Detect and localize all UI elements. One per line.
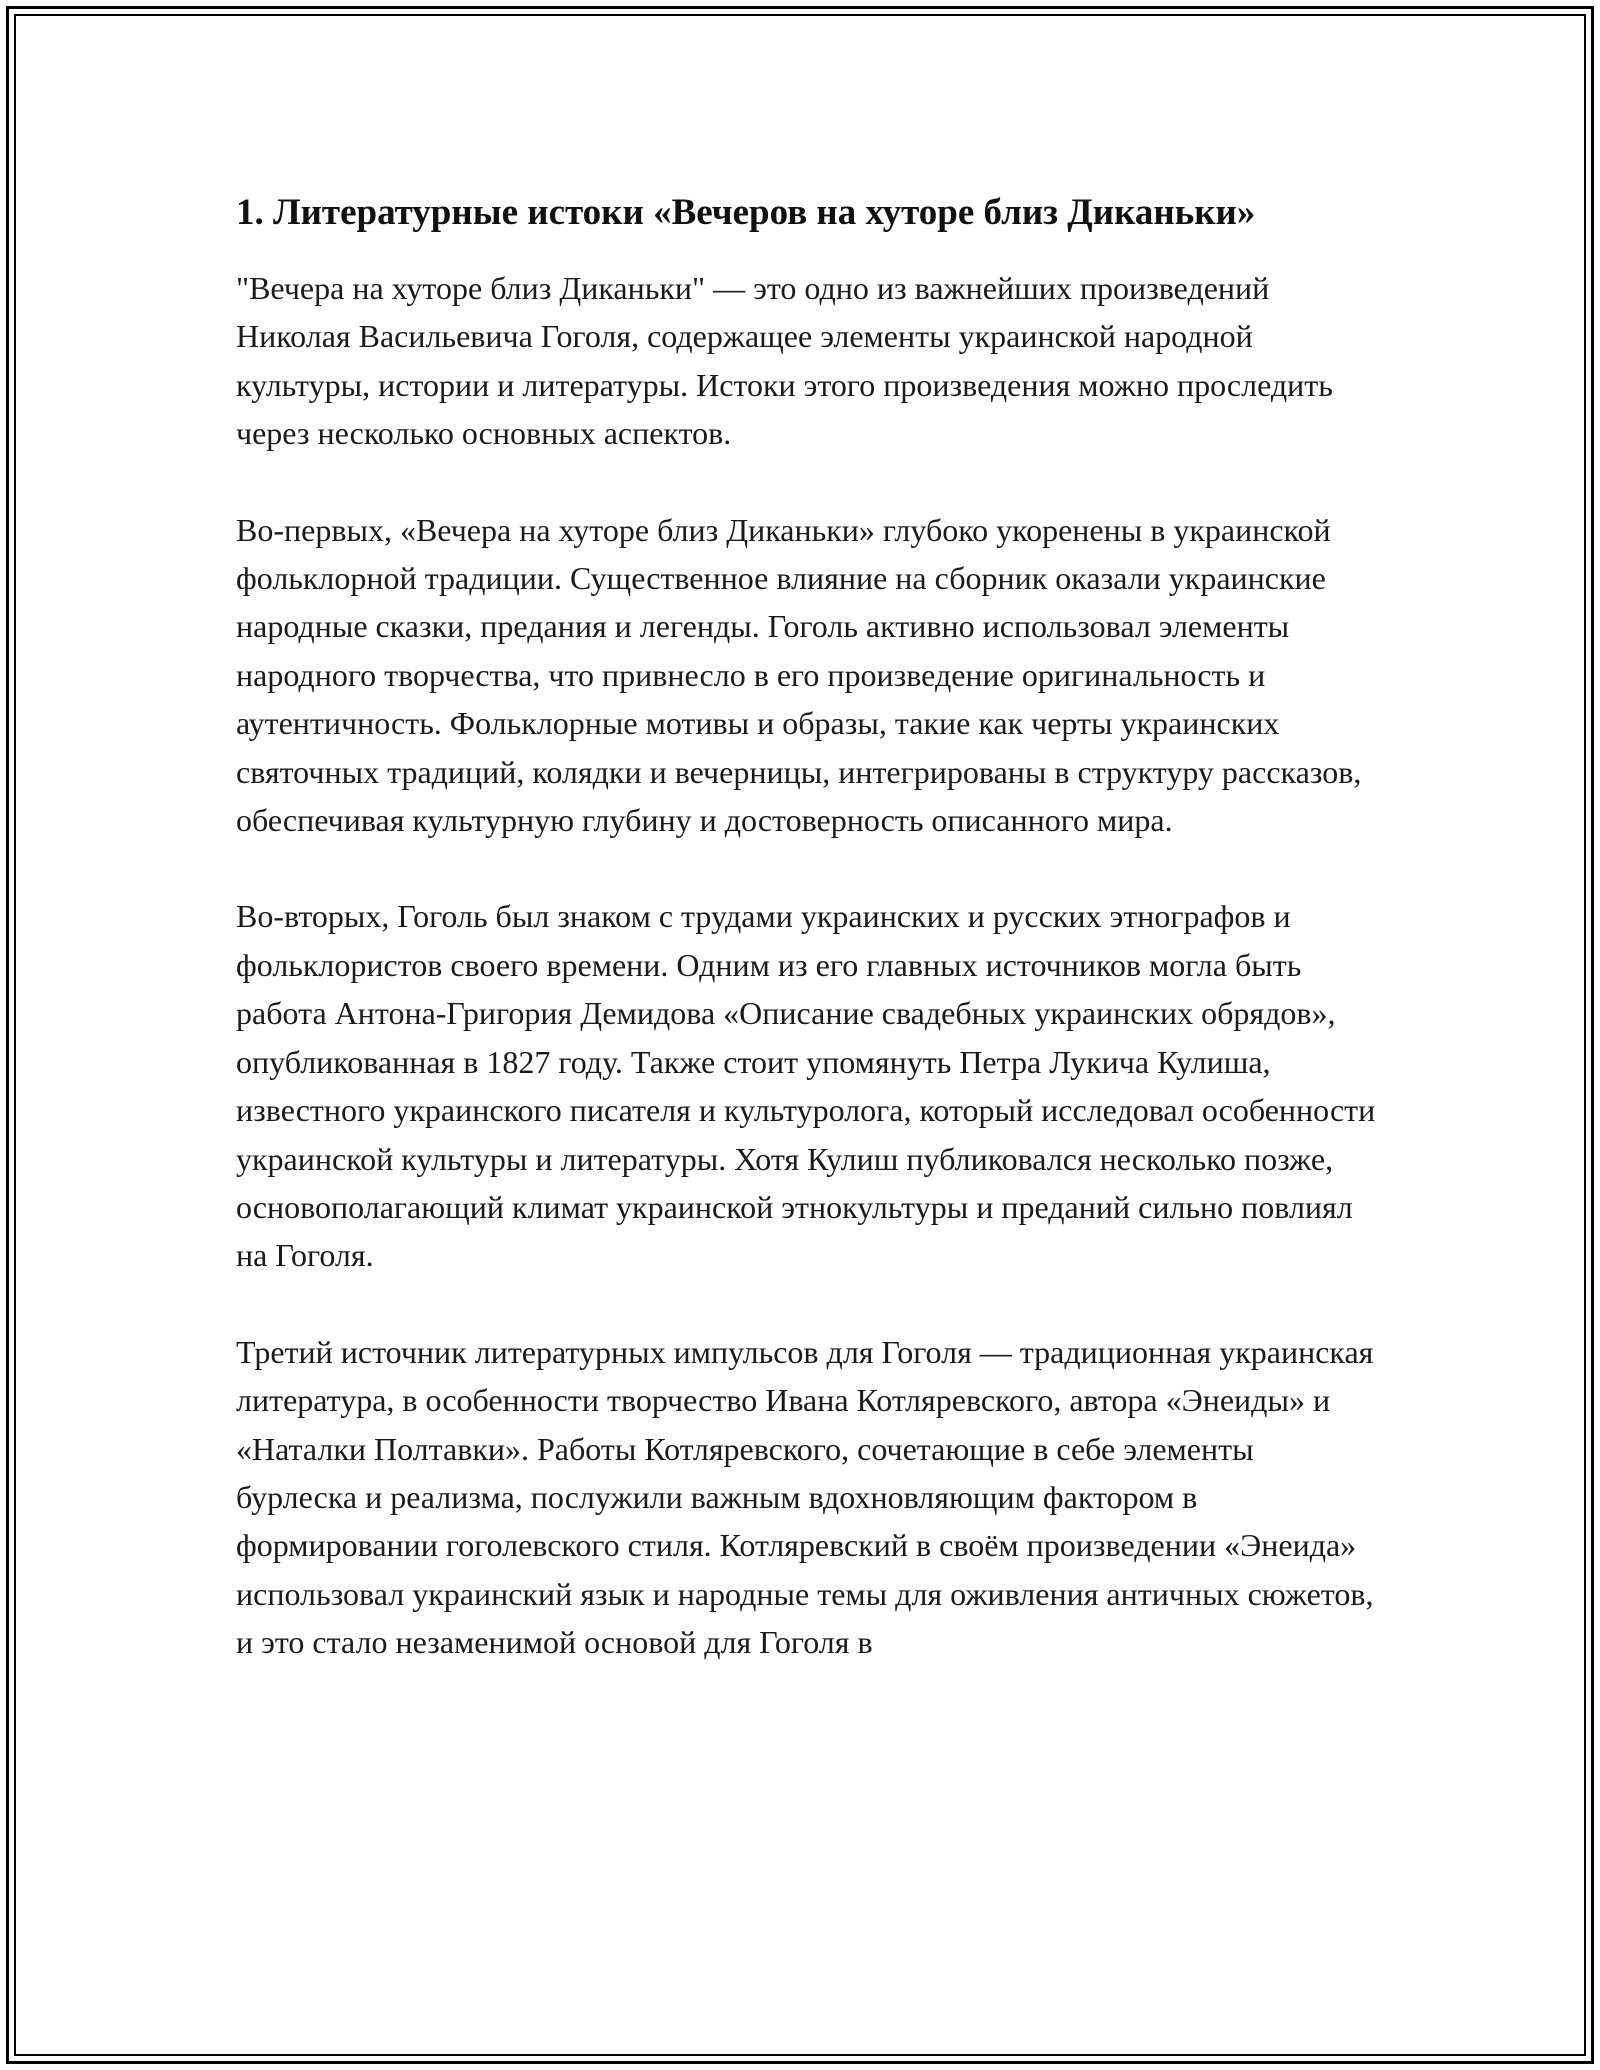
paragraph-kotlyarevsky: Третий источник литературных импульсов для Гоголя — традиционная украинская литература, в особенности творчество Ивана Котляревского, автора «Энеиды» и «Наталки Полтавки». Работы Котляревского, сочетающие в себе элементы бурлеска и реализма, послужили важным вдохновляющим фактором в формировании гоголевского стиля. Котляревский в своём произведении «Энеида» использовал украинский язык и народные темы для оживления античных сюжетов, и это стало незаменимой основой для Гоголя в: [236, 1333, 1374, 1661]
paragraph-ethnographers: Во-вторых, Гоголь был знаком с трудами украинских и русских этнографов и фольклористов своего времени. Одним из его главных источников могла быть работа Антона-Григория Демидова «Описание свадебных украинских обрядов», опубликованная в 1827 году. Также стоит упомянуть Петра Лукича Кулиша, известного украинского писателя и культуролога, который исследовал особенности украинской культуры и литературы. Хотя Кулиш публиковался несколько позже, основополагающий климат украинской этнокультуры и преданий сильно повлиял на Гоголя.: [236, 898, 1376, 1274]
paragraph-folklore: Во-первых, «Вечера на хуторе близ Диканьки» глубоко укоренены в украинской фольклорной традиции. Существенное влияние на сборник оказали украинские народные сказки, предания и легенды. Гоголь активно использовал элементы народного творчества, что привнесло в его произведение оригинальность и аутентичность. Фольклорные мотивы и образы, такие как черты украинских святочных традиций, колядки и вечерницы, интегрированы в структуру рассказов, обеспечивая культурную глубину и достоверность описанного мира.: [236, 511, 1362, 839]
section-heading: 1. Литературные истоки «Вечеров на хуторе близ Диканьки»: [236, 192, 1256, 233]
document-body: [236, 185, 1376, 1667]
paragraph-intro: "Вечера на хуторе близ Диканьки" — это одно из важнейших произведений Николая Васильевича Гоголя, содержащее элементы украинской народной культуры, истории и литературы. Истоки этого произведения можно проследить через несколько основных аспектов.: [236, 270, 1333, 452]
